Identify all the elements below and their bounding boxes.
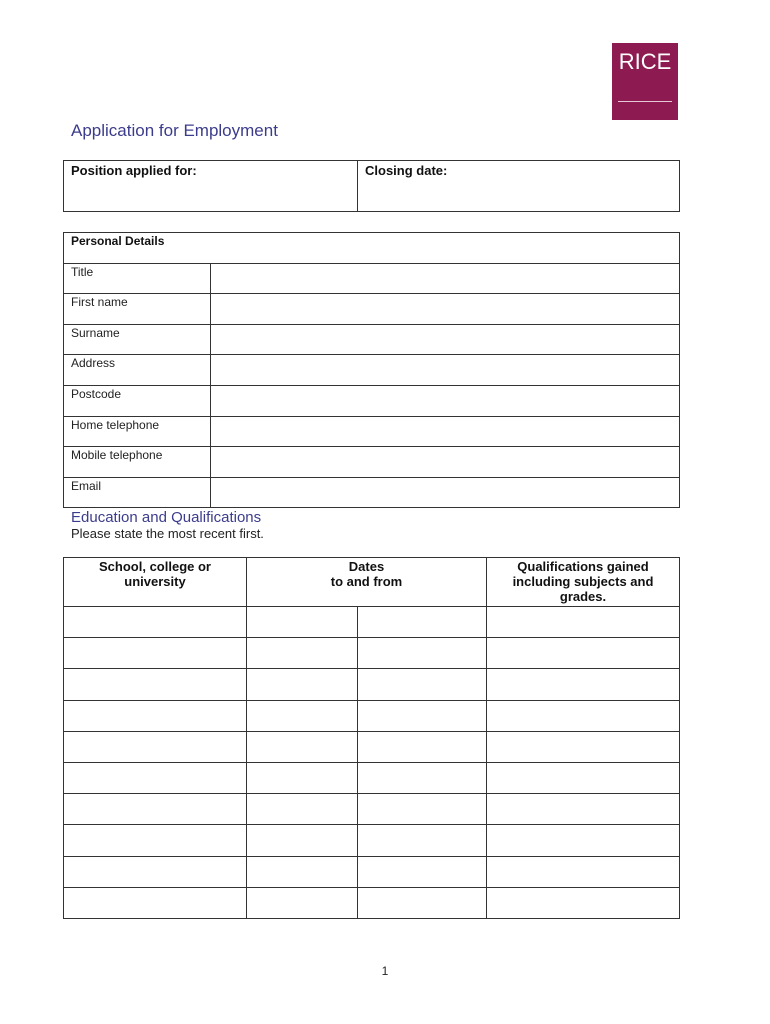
position-applied-field[interactable]: Position applied for:: [64, 161, 358, 212]
qualifications-cell[interactable]: [487, 825, 680, 856]
field-input-first-name[interactable]: [211, 294, 680, 325]
date-from-cell[interactable]: [247, 607, 358, 638]
field-label-mobile-telephone: Mobile telephone: [64, 447, 211, 478]
date-to-cell[interactable]: [358, 794, 487, 825]
table-row: [64, 825, 680, 856]
field-label-email: Email: [64, 477, 211, 508]
column-header-school: School, college or university: [64, 558, 247, 607]
school-cell[interactable]: [64, 762, 247, 793]
table-row: [64, 794, 680, 825]
school-cell[interactable]: [64, 700, 247, 731]
education-table: [63, 557, 680, 919]
qualifications-cell[interactable]: [487, 700, 680, 731]
date-from-cell[interactable]: [247, 700, 358, 731]
qualifications-cell[interactable]: [487, 856, 680, 887]
date-to-cell[interactable]: [358, 856, 487, 887]
qualifications-cell[interactable]: [487, 794, 680, 825]
qualifications-cell[interactable]: [487, 638, 680, 669]
education-instruction: Please state the most recent first.: [71, 526, 264, 541]
table-row: [64, 731, 680, 762]
school-cell[interactable]: [64, 607, 247, 638]
qualifications-cell[interactable]: [487, 731, 680, 762]
field-input-surname[interactable]: [211, 324, 680, 355]
table-row: [64, 856, 680, 887]
school-cell[interactable]: [64, 856, 247, 887]
field-label-address: Address: [64, 355, 211, 386]
date-to-cell[interactable]: [358, 700, 487, 731]
date-to-cell[interactable]: [358, 638, 487, 669]
field-label-surname: Surname: [64, 324, 211, 355]
page-title: Application for Employment: [71, 121, 278, 140]
column-header-dates: Dates to and from: [247, 558, 487, 607]
field-label-postcode: Postcode: [64, 385, 211, 416]
logo-wordmark: RICE: [618, 49, 672, 74]
date-to-cell[interactable]: [358, 825, 487, 856]
date-to-cell[interactable]: [358, 762, 487, 793]
school-cell[interactable]: [64, 825, 247, 856]
table-row: [64, 762, 680, 793]
field-label-first-name: First name: [64, 294, 211, 325]
table-row: [64, 700, 680, 731]
qualifications-cell[interactable]: [487, 607, 680, 638]
school-cell[interactable]: [64, 731, 247, 762]
closing-date-field[interactable]: Closing date:: [358, 161, 680, 212]
date-from-cell[interactable]: [247, 825, 358, 856]
field-input-postcode[interactable]: [211, 385, 680, 416]
field-input-mobile-telephone[interactable]: [211, 447, 680, 478]
page-number: 1: [381, 964, 389, 978]
personal-details-table: [63, 232, 680, 508]
date-to-cell[interactable]: [358, 731, 487, 762]
personal-details-header: Personal Details: [64, 233, 680, 264]
qualifications-cell[interactable]: [487, 762, 680, 793]
date-from-cell[interactable]: [247, 669, 358, 700]
column-header-qualifications: Qualifications gained including subjects and grades.: [487, 558, 680, 607]
rice-logo: [612, 43, 678, 120]
field-input-title[interactable]: [211, 263, 680, 294]
field-input-address[interactable]: [211, 355, 680, 386]
school-cell[interactable]: [64, 669, 247, 700]
table-row: [64, 669, 680, 700]
table-row: [64, 607, 680, 638]
date-from-cell[interactable]: [247, 887, 358, 918]
date-from-cell[interactable]: [247, 638, 358, 669]
table-row: [64, 638, 680, 669]
education-heading: Education and Qualifications: [71, 509, 262, 526]
qualifications-cell[interactable]: [487, 887, 680, 918]
school-cell[interactable]: [64, 794, 247, 825]
date-to-cell[interactable]: [358, 887, 487, 918]
date-to-cell[interactable]: [358, 669, 487, 700]
position-table: [63, 160, 680, 212]
table-row: [64, 887, 680, 918]
qualifications-cell[interactable]: [487, 669, 680, 700]
school-cell[interactable]: [64, 887, 247, 918]
field-label-home-telephone: Home telephone: [64, 416, 211, 447]
field-label-title: Title: [64, 263, 211, 294]
date-from-cell[interactable]: [247, 762, 358, 793]
field-input-email[interactable]: [211, 477, 680, 508]
date-from-cell[interactable]: [247, 856, 358, 887]
field-input-home-telephone[interactable]: [211, 416, 680, 447]
date-from-cell[interactable]: [247, 794, 358, 825]
logo-rule: [618, 101, 672, 102]
date-to-cell[interactable]: [358, 607, 487, 638]
date-from-cell[interactable]: [247, 731, 358, 762]
school-cell[interactable]: [64, 638, 247, 669]
